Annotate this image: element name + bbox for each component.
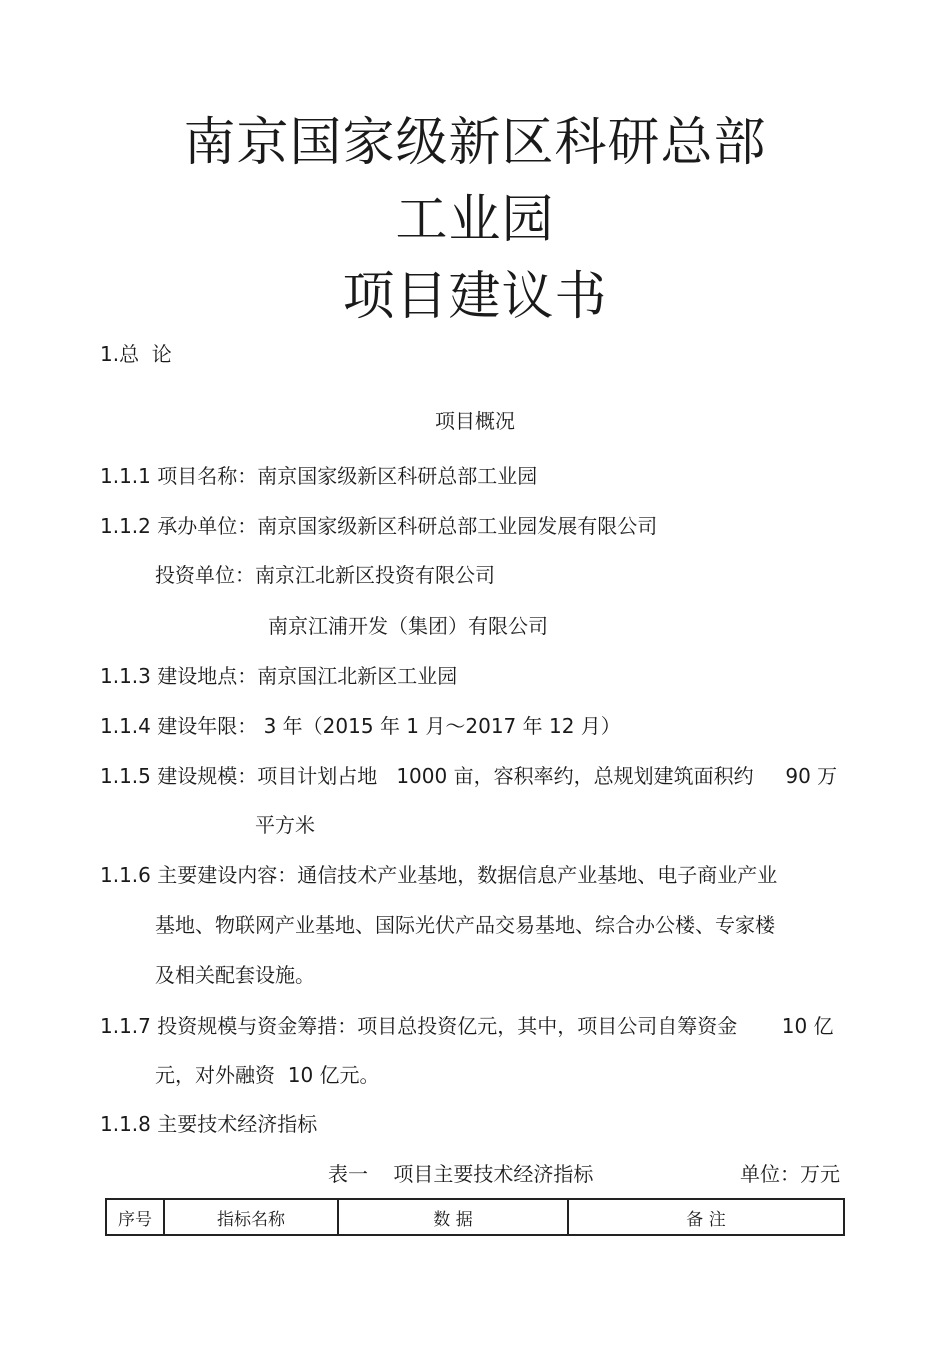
doc-title-line-3: 项目建议书: [342, 267, 608, 327]
item-1-1-2-investor-2: 南京江浦开发（集团）有限公司: [268, 614, 548, 638]
doc-title-line-1: 南京国家级新区科研总部: [183, 113, 767, 173]
item-1-1-7-cont: 元，对外融资 10 亿元。: [155, 1063, 380, 1087]
item-1-1-6-cont-2: 及相关配套设施。: [155, 963, 315, 987]
section-heading: 1.总 论: [100, 342, 172, 366]
item-1-1-8: 1.1.8 主要技术经济指标: [100, 1112, 318, 1136]
doc-title-line-2: 工业园: [395, 190, 555, 250]
table-unit: 单位：万元: [740, 1162, 840, 1186]
item-1-1-1: 1.1.1 项目名称：南京国家级新区科研总部工业园: [100, 464, 538, 488]
item-1-1-2: 1.1.2 承办单位：南京国家级新区科研总部工业园发展有限公司: [100, 514, 658, 538]
header-indicator-name: 指标名称: [164, 1199, 338, 1235]
item-1-1-7: 1.1.7 投资规模与资金筹措：项目总投资亿元，其中，项目公司自筹资金 10 亿: [100, 1014, 834, 1038]
indicator-table: [105, 1198, 845, 1236]
item-1-1-6-cont: 基地、物联网产业基地、国际光伏产品交易基地、综合办公楼、专家楼: [155, 913, 775, 937]
item-1-1-5: 1.1.5 建设规模：项目计划占地 1000 亩，容积率约，总规划建筑面积约 90 万: [100, 764, 838, 788]
item-1-1-3: 1.1.3 建设地点：南京国江北新区工业园: [100, 664, 458, 688]
item-1-1-4: 1.1.4 建设年限： 3 年（2015 年 1 月～2017 年 12 月）: [100, 714, 621, 738]
header-index: 序号: [106, 1199, 164, 1235]
item-1-1-2-investor: 投资单位：南京江北新区投资有限公司: [155, 563, 495, 587]
subsection-heading: 项目概况: [435, 409, 515, 433]
item-1-1-5-cont: 平方米: [255, 813, 315, 837]
item-1-1-6: 1.1.6 主要建设内容：通信技术产业基地，数据信息产业基地、电子商业产业: [100, 863, 778, 887]
table-caption: 表一 项目主要技术经济指标: [328, 1162, 594, 1186]
table-header-row: [106, 1199, 844, 1235]
header-remarks: 备 注: [568, 1199, 844, 1235]
header-data: 数 据: [338, 1199, 568, 1235]
